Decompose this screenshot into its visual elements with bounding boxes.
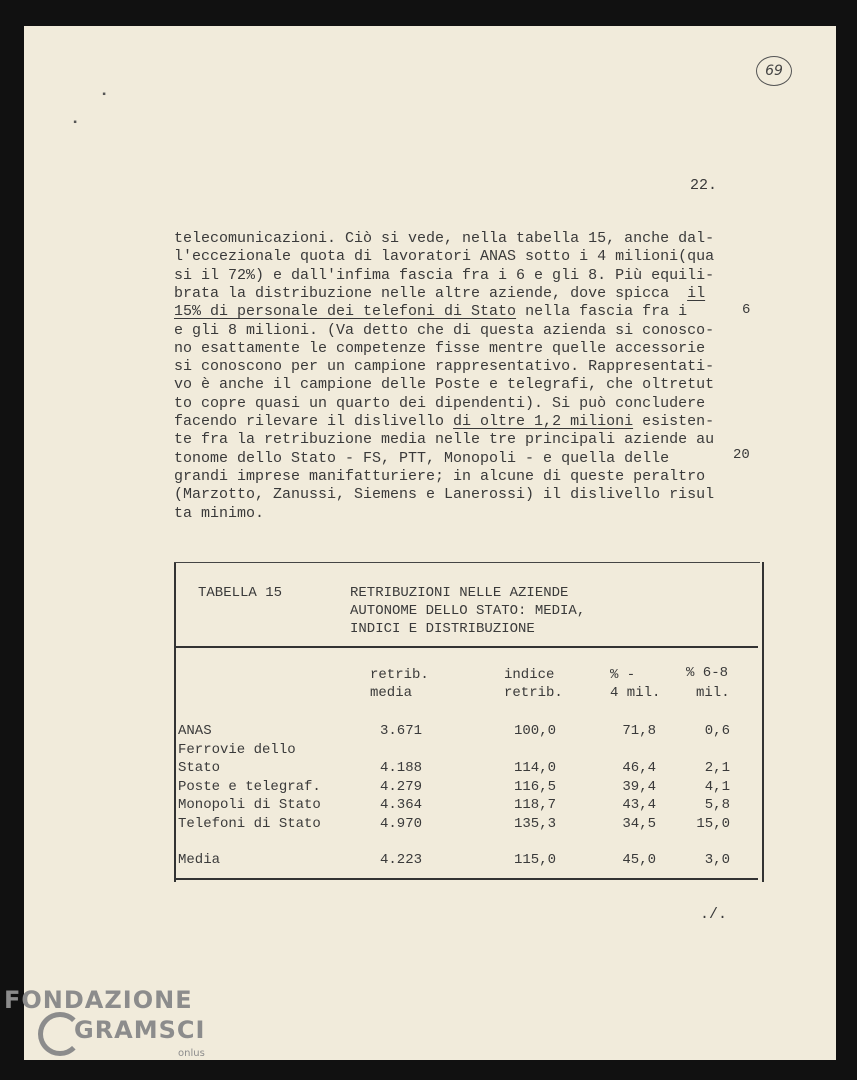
body-line [174, 431, 714, 449]
table-title-line-1: RETRIBUZIONI NELLE AZIENDE [350, 585, 569, 601]
row-value: 4.223 [379, 852, 422, 868]
row-value: 3.671 [379, 723, 422, 739]
punch-mark-left-lower: ▪ [72, 118, 79, 129]
header-retrib-media-1: retrib. [370, 667, 429, 683]
body-line [174, 267, 714, 285]
header-pct-under4-2: 4 mil. [610, 685, 661, 701]
row-value: 100,0 [513, 723, 556, 739]
row-value: 4,1 [704, 778, 730, 795]
header-pct-6-8-1: % 6-8 [686, 665, 729, 681]
text-run: facendo rilevare il dislivello [174, 413, 454, 430]
body-line [174, 450, 669, 468]
page-number: 22. [690, 177, 718, 194]
watermark-line-2: GRAMSCI [74, 1016, 206, 1044]
text-run: si conoscono per un campione rappresentativo. Rappresentati- [174, 358, 715, 376]
text-run: to copre quasi un quarto dei dipendenti). Si può concludere [174, 394, 706, 412]
body-line [174, 340, 705, 358]
table-15 [174, 562, 764, 882]
archive-stamp: 69 [756, 56, 792, 86]
margin-note-6: 6 [742, 302, 751, 318]
table-title-line-3: INDICI E DISTRIBUZIONE [350, 621, 535, 637]
body-line [174, 358, 714, 376]
row-value: 3,0 [704, 852, 730, 868]
text-run: nella fascia fra i [516, 303, 688, 321]
text-run: tonome dello Stato - FS, PTT, Monopoli - e quella delle [174, 449, 670, 467]
text-run: ta minimo. [174, 504, 265, 522]
row-value: 71,8 [622, 723, 656, 739]
row-value: 0,6 [704, 723, 730, 739]
row-value: 135,3 [513, 815, 556, 832]
row-value: 4.364 [379, 797, 422, 813]
text-run: vo è anche il campione delle Poste e telegrafi, che oltretut [174, 376, 715, 394]
row-value: 2,1 [704, 759, 730, 776]
row-value: 4.188 [379, 759, 422, 776]
text-run: no esattamente le competenze fisse mentre quelle accessorie [174, 339, 706, 357]
row-label: ANAS [178, 723, 212, 739]
row-value: 5,8 [704, 797, 730, 813]
row-value: 15,0 [696, 815, 730, 832]
row-label: Media [178, 852, 221, 868]
table-title-line-2: AUTONOME DELLO STATO: MEDIA, [350, 603, 586, 619]
row-value: 45,0 [622, 852, 656, 868]
row-label: Monopoli di Stato [178, 797, 321, 813]
row-value: 46,4 [622, 759, 656, 776]
header-indice-retrib-1: indice [504, 667, 555, 683]
body-line [174, 468, 705, 486]
text-run: te fra la retribuzione media nelle tre principali aziende au [174, 431, 715, 449]
underlined-text: 15% di personale dei telefoni di Stato [174, 303, 517, 321]
row-value: 114,0 [513, 759, 556, 776]
row-value: 43,4 [622, 797, 656, 813]
body-line [174, 303, 687, 321]
underlined-text: di oltre 1,2 milioni [453, 413, 634, 430]
row-label: Poste e telegraf. [178, 778, 321, 795]
table-label: TABELLA 15 [198, 585, 283, 601]
underlined-text: il [687, 284, 706, 302]
row-value: 34,5 [622, 815, 656, 832]
row-label: Ferrovie dello [178, 741, 296, 758]
body-line [174, 322, 714, 340]
body-line [174, 230, 714, 248]
table-header-divider [176, 646, 758, 648]
body-line [174, 395, 705, 413]
row-value: 116,5 [513, 778, 556, 795]
row-label: Telefoni di Stato [178, 815, 321, 832]
body-line [174, 486, 714, 504]
text-run: grandi imprese manifatturiere; in alcune di queste peraltro [174, 467, 706, 485]
header-pct-under4-1: % - [610, 667, 636, 683]
header-pct-6-8-2: mil. [696, 685, 730, 701]
watermark-line-1: FONDAZIONE [4, 986, 193, 1014]
header-retrib-media-2: media [370, 685, 413, 701]
text-run: brata la distribuzione nelle altre aziende, dove spicca [174, 284, 688, 302]
row-value: 118,7 [513, 797, 556, 813]
table-bottom-rule [176, 878, 758, 880]
body-line [174, 248, 714, 266]
text-run: telecomunicazioni. Ciò si vede, nella tabella 15, anche dal- [174, 230, 715, 247]
continue-mark: ./. [700, 906, 728, 923]
body-line [174, 413, 714, 431]
row-value: 4.279 [379, 778, 422, 795]
punch-mark-left: ▪ [101, 90, 108, 101]
text-run: e gli 8 milioni. (Va detto che di questa azienda si conosco- [174, 321, 715, 339]
text-run: esisten- [633, 413, 715, 430]
margin-note-20: 20 [733, 447, 750, 463]
row-value: 4.970 [379, 815, 422, 832]
row-value: 115,0 [513, 852, 556, 868]
header-indice-retrib-2: retrib. [504, 685, 563, 701]
text-run: (Marzotto, Zanussi, Siemens e Lanerossi) il dislivello risul [174, 486, 715, 504]
row-value: 39,4 [622, 778, 656, 795]
body-line [174, 376, 714, 394]
body-line [174, 505, 264, 523]
row-label: Stato [178, 759, 221, 776]
body-line [174, 285, 705, 303]
text-run: l'eccezionale quota di lavoratori ANAS sotto i 4 milioni(qua [174, 248, 715, 266]
text-run: si il 72%) e dall'infima fascia fra i 6 e gli 8. Più equili- [174, 266, 715, 284]
fondazione-gramsci-watermark [4, 986, 224, 1076]
watermark-line-3: onlus [178, 1048, 205, 1059]
